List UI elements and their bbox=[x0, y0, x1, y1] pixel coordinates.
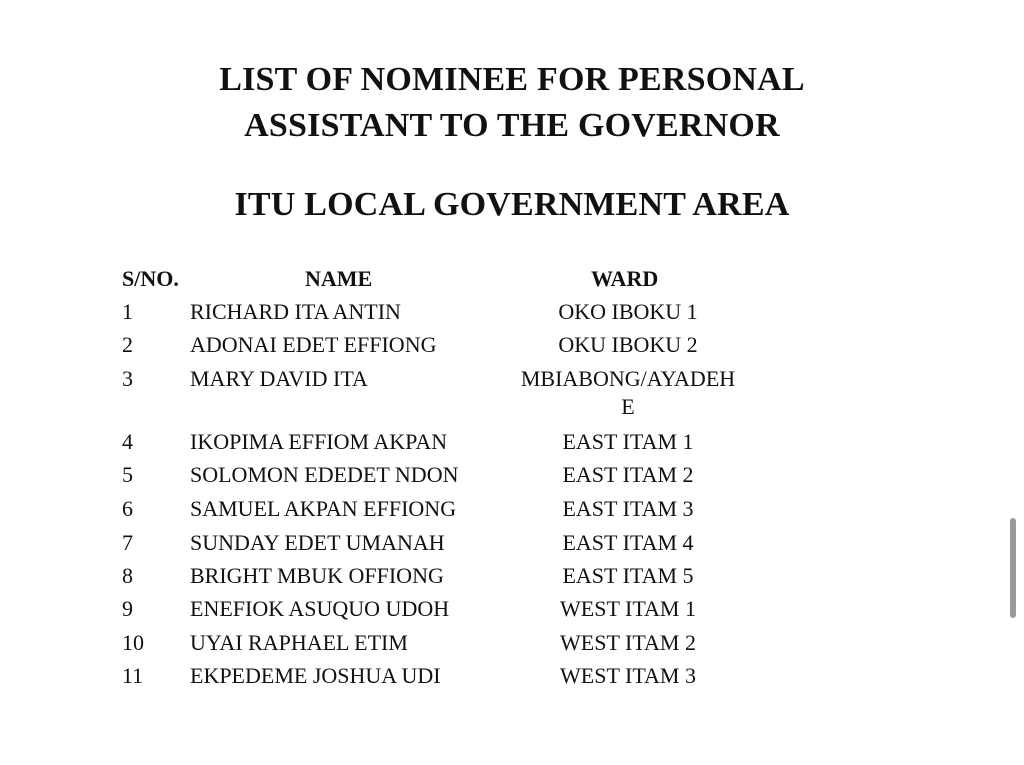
row-name: ADONAI EDET EFFIONG bbox=[190, 332, 437, 357]
row-ward-line-1: MBIABONG/AYADEH bbox=[520, 366, 736, 391]
row-sn: 3 bbox=[122, 366, 133, 391]
row-ward: OKU IBOKU 2 bbox=[558, 332, 698, 357]
row-sn: 2 bbox=[122, 332, 133, 357]
row-sn: 10 bbox=[122, 630, 144, 655]
row-name: UYAI RAPHAEL ETIM bbox=[190, 630, 408, 655]
row-ward: WEST ITAM 3 bbox=[560, 663, 696, 688]
row-name: SUNDAY EDET UMANAH bbox=[190, 530, 445, 555]
vertical-scrollbar[interactable] bbox=[1010, 518, 1016, 618]
row-name: MARY DAVID ITA bbox=[190, 366, 368, 391]
row-sn: 6 bbox=[122, 496, 133, 521]
row-sn: 7 bbox=[122, 530, 133, 555]
document-title-line-2: ASSISTANT TO THE GOVERNOR bbox=[244, 107, 780, 144]
row-name: SAMUEL AKPAN EFFIONG bbox=[190, 496, 457, 521]
row-name: IKOPIMA EFFIOM AKPAN bbox=[190, 429, 448, 454]
row-ward: OKO IBOKU 1 bbox=[558, 299, 698, 324]
row-ward: EAST ITAM 1 bbox=[562, 429, 694, 454]
document-subtitle: ITU LOCAL GOVERNMENT AREA bbox=[234, 186, 790, 223]
row-name: BRIGHT MBUK OFFIONG bbox=[190, 563, 444, 588]
row-ward bbox=[500, 365, 756, 421]
row-ward: EAST ITAM 4 bbox=[562, 530, 694, 555]
row-ward: EAST ITAM 2 bbox=[562, 462, 694, 487]
column-header-sn: S/NO. bbox=[122, 266, 179, 291]
row-ward: EAST ITAM 3 bbox=[562, 496, 694, 521]
document-title-line-1: LIST OF NOMINEE FOR PERSONAL bbox=[219, 61, 805, 98]
row-ward-line-2: E bbox=[621, 394, 635, 419]
row-name: ENEFIOK ASUQUO UDOH bbox=[190, 596, 450, 621]
row-ward: EAST ITAM 5 bbox=[562, 563, 694, 588]
row-sn: 9 bbox=[122, 596, 133, 621]
row-name: EKPEDEME JOSHUA UDI bbox=[190, 663, 441, 688]
row-sn: 4 bbox=[122, 429, 133, 454]
row-name: RICHARD ITA ANTIN bbox=[190, 299, 401, 324]
row-name: SOLOMON EDEDET NDON bbox=[190, 462, 459, 487]
row-ward: WEST ITAM 2 bbox=[560, 630, 696, 655]
row-sn: 11 bbox=[122, 663, 144, 688]
row-sn: 5 bbox=[122, 462, 133, 487]
row-ward: WEST ITAM 1 bbox=[560, 596, 696, 621]
row-sn: 1 bbox=[122, 299, 133, 324]
column-header-ward: WARD bbox=[591, 266, 659, 291]
column-header-name: NAME bbox=[305, 266, 373, 291]
row-sn: 8 bbox=[122, 563, 133, 588]
